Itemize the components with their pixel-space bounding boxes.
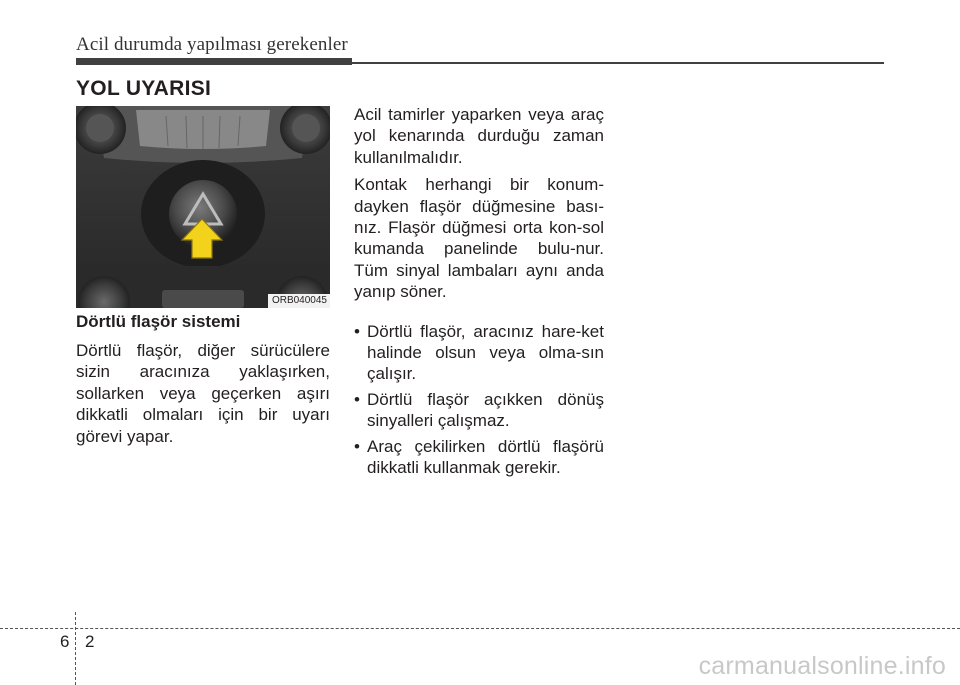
- bullet-list: [354, 321, 604, 479]
- page-section-number: 6: [60, 632, 70, 651]
- right-paragraph-1: Acil tamirler yaparken veya araç yol kenarında durduğu zaman kullanılmalıdır.: [354, 105, 604, 167]
- header-rule-thin: [352, 62, 884, 64]
- right-column: [354, 104, 604, 483]
- bullet-item: • Dörtlü flaşör açıkken dönüş sinyalleri çalışmaz.: [354, 389, 604, 431]
- bullet-dot: •: [354, 321, 360, 341]
- running-header: Acil durumda yapılması gerekenler: [76, 34, 348, 55]
- right-paragraph-2: Kontak herhangi bir konum-dayken flaşör düğmesine bası-nız. Flaşör düğmesi orta kon-sol kumanda panelinde bulu-nur. Tüm sinyal lambaları aynı anda yanıp söner.: [354, 175, 604, 302]
- dashboard-illustration: [76, 106, 330, 308]
- footer-divider: [75, 612, 76, 685]
- left-column: [76, 311, 330, 447]
- figure-code-label: ORB040045: [268, 294, 330, 308]
- watermark: carmanualsonline.info: [698, 652, 946, 680]
- subheading: Dörtlü flaşör sistemi: [76, 312, 241, 331]
- bullet-dot: •: [354, 389, 360, 409]
- header-rule-thick: [76, 58, 352, 65]
- page-number: 2: [85, 632, 95, 651]
- bullet-dot: •: [354, 436, 360, 456]
- bullet-item: • Araç çekilirken dörtlü flaşörü dikkatli kullanmak gerekir.: [354, 436, 604, 478]
- hazard-switch-figure: [76, 106, 330, 308]
- footer-rule: [0, 628, 960, 629]
- bullet-item: • Dörtlü flaşör, aracınız hare-ket halinde olsun veya olma-sın çalışır.: [354, 321, 604, 384]
- section-title: YOL UYARISI: [76, 77, 212, 100]
- left-paragraph: Dörtlü flaşör, diğer sürücülere sizin aracınıza yaklaşırken, sollarken veya geçerken aşırı dikkatli olmaları için bir uyarı görevi yapar.: [76, 341, 330, 446]
